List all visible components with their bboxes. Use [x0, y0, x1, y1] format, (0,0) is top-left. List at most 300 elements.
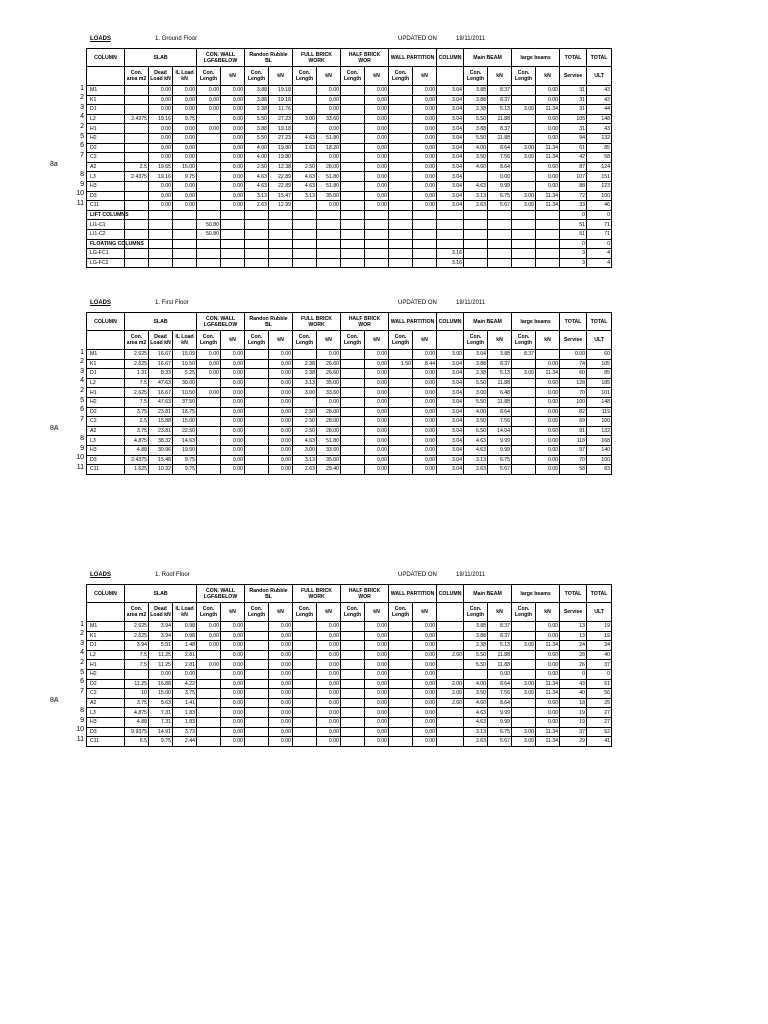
value-cell: 0.00: [221, 133, 245, 143]
value-cell: 3.13: [464, 191, 488, 201]
value-cell: [464, 210, 488, 220]
value-cell: 11.34: [536, 727, 560, 737]
row-number: 8: [80, 434, 84, 442]
value-cell: 0.00: [413, 172, 437, 182]
value-cell: 31: [560, 86, 587, 96]
value-cell: [293, 220, 317, 230]
value-cell: 0.00: [365, 86, 389, 96]
value-cell: [125, 124, 149, 134]
value-cell: 100: [587, 191, 612, 201]
value-cell: 2.63: [245, 201, 269, 211]
value-cell: 151: [587, 172, 612, 182]
value-cell: [389, 650, 413, 660]
value-cell: 5.25: [173, 369, 197, 379]
value-cell: [341, 417, 365, 427]
value-cell: 0.00: [536, 397, 560, 407]
value-cell: 1.41: [173, 698, 197, 708]
value-cell: 2.50: [293, 417, 317, 427]
value-cell: [536, 220, 560, 230]
value-cell: [389, 201, 413, 211]
column-sub-header: Con. Length: [293, 331, 317, 350]
row-number: 5: [80, 396, 84, 404]
column-sub-header: Con. Length: [512, 603, 536, 622]
value-cell: [341, 641, 365, 651]
value-cell: 61: [587, 679, 612, 689]
value-cell: [341, 201, 365, 211]
value-cell: [293, 708, 317, 718]
value-cell: 0.00: [413, 660, 437, 670]
loads-table: [86, 312, 612, 475]
value-cell: [341, 436, 365, 446]
value-cell: [245, 426, 269, 436]
value-cell: 50.80: [197, 220, 221, 230]
value-cell: 3.00: [512, 191, 536, 201]
row-number: 2: [80, 122, 84, 130]
value-cell: 0.00: [365, 359, 389, 369]
value-cell: 11.34: [536, 105, 560, 115]
value-cell: 0.00: [197, 105, 221, 115]
value-cell: 27.23: [269, 133, 293, 143]
value-cell: 0.00: [413, 631, 437, 641]
value-cell: 51: [560, 220, 587, 230]
value-cell: [341, 143, 365, 153]
value-cell: 0.00: [221, 181, 245, 191]
value-cell: [245, 378, 269, 388]
value-cell: [389, 407, 413, 417]
value-cell: 11.88: [488, 397, 512, 407]
value-cell: [437, 727, 464, 737]
column-sub-header: kN: [269, 331, 293, 350]
table-row: [87, 622, 612, 632]
value-cell: [293, 689, 317, 699]
value-cell: 0.00: [317, 679, 341, 689]
value-cell: 6.50: [464, 426, 488, 436]
value-cell: 11.34: [536, 689, 560, 699]
value-cell: 43: [587, 95, 612, 105]
value-cell: 0.00: [221, 86, 245, 96]
value-cell: [341, 445, 365, 455]
column-group-header: FULL BRICK WORK: [293, 313, 341, 331]
value-cell: 0.00: [365, 378, 389, 388]
value-cell: 4.00: [464, 407, 488, 417]
value-cell: 0.00: [269, 350, 293, 360]
value-cell: 3.04: [437, 378, 464, 388]
value-cell: 0.00: [365, 727, 389, 737]
value-cell: [245, 258, 269, 268]
value-cell: 1.63: [293, 143, 317, 153]
value-cell: [512, 397, 536, 407]
value-cell: [197, 679, 221, 689]
loads-label: LOADS: [90, 36, 111, 42]
value-cell: 0.00: [221, 407, 245, 417]
value-cell: 2.63: [464, 737, 488, 747]
value-cell: [389, 133, 413, 143]
value-cell: 5.50: [464, 660, 488, 670]
value-cell: 0.00: [413, 698, 437, 708]
value-cell: 33: [560, 201, 587, 211]
value-cell: [512, 465, 536, 475]
value-cell: 0.00: [536, 114, 560, 124]
column-sub-header: Servise: [560, 603, 587, 622]
value-cell: [197, 455, 221, 465]
value-cell: [245, 717, 269, 727]
value-cell: 0.00: [536, 95, 560, 105]
value-cell: 2.81: [173, 650, 197, 660]
value-cell: 15.00: [173, 162, 197, 172]
column-sub-header: kN: [413, 603, 437, 622]
value-cell: [464, 249, 488, 259]
value-cell: 0.00: [269, 436, 293, 446]
value-cell: 0.00: [317, 698, 341, 708]
value-cell: [341, 698, 365, 708]
value-cell: [293, 258, 317, 268]
value-cell: 2.81: [173, 660, 197, 670]
column-group-header: Randon Rubble BL: [245, 585, 293, 603]
value-cell: 71: [587, 220, 612, 230]
value-cell: 0.00: [365, 455, 389, 465]
value-cell: 4.22: [173, 679, 197, 689]
value-cell: 3.04: [437, 388, 464, 398]
value-cell: 5.50: [464, 114, 488, 124]
value-cell: 11.34: [536, 191, 560, 201]
value-cell: [437, 660, 464, 670]
value-cell: 11.25: [149, 660, 173, 670]
value-cell: 0.00: [269, 708, 293, 718]
value-cell: [245, 737, 269, 747]
value-cell: [221, 258, 245, 268]
value-cell: [245, 359, 269, 369]
value-cell: 0.00: [365, 698, 389, 708]
value-cell: 15.47: [269, 191, 293, 201]
value-cell: 5.67: [488, 201, 512, 211]
value-cell: 27.23: [269, 114, 293, 124]
value-cell: 22.89: [269, 172, 293, 182]
value-cell: [245, 708, 269, 718]
value-cell: 0.00: [536, 445, 560, 455]
row-number: 4: [80, 377, 84, 385]
value-cell: 0.00: [413, 436, 437, 446]
value-cell: 4.00: [464, 162, 488, 172]
value-cell: [389, 258, 413, 268]
value-cell: 11.76: [269, 105, 293, 115]
value-cell: 11.88: [488, 114, 512, 124]
value-cell: 0.00: [221, 650, 245, 660]
section-tag: 8A: [50, 425, 59, 433]
value-cell: 18.20: [317, 143, 341, 153]
loads-table: [86, 584, 612, 747]
column-sub-header: Con. Length: [389, 67, 413, 86]
value-cell: 9.99: [488, 708, 512, 718]
value-cell: [389, 455, 413, 465]
value-cell: 3.00: [512, 153, 536, 163]
value-cell: 2.63: [464, 465, 488, 475]
value-cell: [245, 369, 269, 379]
column-sub-header: Con. Length: [389, 331, 413, 350]
column-sub-header: kN: [413, 331, 437, 350]
column-group-header: TOTAL: [560, 313, 587, 331]
value-cell: [464, 229, 488, 239]
value-cell: [389, 95, 413, 105]
value-cell: 0.00: [365, 143, 389, 153]
value-cell: 35.00: [317, 191, 341, 201]
value-cell: 3.88: [488, 350, 512, 360]
value-cell: 2.4375: [125, 455, 149, 465]
value-cell: 0.00: [269, 426, 293, 436]
value-cell: 0.00: [536, 172, 560, 182]
value-cell: [341, 359, 365, 369]
value-cell: 0.00: [317, 105, 341, 115]
column-sub-header: [87, 67, 125, 86]
value-cell: 0.00: [317, 708, 341, 718]
value-cell: 40: [560, 689, 587, 699]
value-cell: 0.00: [221, 679, 245, 689]
column-name-cell: L2: [87, 378, 125, 388]
value-cell: [341, 369, 365, 379]
column-name-cell: LI1-C1: [87, 220, 125, 230]
value-cell: [512, 445, 536, 455]
value-cell: 0.00: [317, 641, 341, 651]
value-cell: 5.67: [488, 465, 512, 475]
value-cell: [293, 153, 317, 163]
value-cell: 42: [560, 153, 587, 163]
value-cell: 0.00: [317, 350, 341, 360]
value-cell: 0.00: [221, 95, 245, 105]
value-cell: [536, 350, 560, 360]
column-group-header: COLUMN: [87, 313, 125, 331]
value-cell: 0.00: [536, 162, 560, 172]
value-cell: 0.00: [536, 426, 560, 436]
value-cell: [512, 249, 536, 259]
table-row: [87, 397, 612, 407]
value-cell: 0.00: [221, 660, 245, 670]
value-cell: 1.31: [125, 369, 149, 379]
value-cell: 19.80: [269, 153, 293, 163]
value-cell: [245, 455, 269, 465]
column-sub-header: Con. Length: [512, 331, 536, 350]
value-cell: 3.04: [437, 172, 464, 182]
table-row: [87, 153, 612, 163]
value-cell: 0.00: [365, 172, 389, 182]
value-cell: 3.00: [512, 727, 536, 737]
value-cell: 0.00: [317, 650, 341, 660]
value-cell: 11.34: [536, 679, 560, 689]
value-cell: 0.00: [413, 622, 437, 632]
value-cell: 70: [560, 455, 587, 465]
value-cell: 0.00: [197, 350, 221, 360]
value-cell: [437, 220, 464, 230]
column-name-cell: A2: [87, 698, 125, 708]
value-cell: 0.00: [413, 191, 437, 201]
value-cell: 2.00: [437, 698, 464, 708]
value-cell: 3.13: [293, 378, 317, 388]
value-cell: 0.00: [149, 143, 173, 153]
value-cell: [512, 210, 536, 220]
column-sub-header: [437, 331, 464, 350]
value-cell: 0.00: [365, 95, 389, 105]
value-cell: 148: [587, 114, 612, 124]
value-cell: [389, 708, 413, 718]
column-sub-header: Con. Length: [341, 603, 365, 622]
value-cell: 0.00: [269, 660, 293, 670]
column-sub-header: kN: [317, 67, 341, 86]
updated-date: 18/11/2011: [456, 572, 486, 578]
value-cell: 105: [587, 359, 612, 369]
updated-date: 18/11/2011: [456, 300, 486, 306]
value-cell: [293, 650, 317, 660]
value-cell: 0.00: [221, 727, 245, 737]
value-cell: 6.75: [488, 455, 512, 465]
value-cell: [173, 239, 197, 249]
value-cell: [437, 210, 464, 220]
column-sub-header: kN: [488, 603, 512, 622]
value-cell: 2.625: [125, 350, 149, 360]
value-cell: [245, 229, 269, 239]
value-cell: [197, 378, 221, 388]
value-cell: 4: [587, 258, 612, 268]
value-cell: 3.50: [464, 417, 488, 427]
value-cell: [341, 689, 365, 699]
value-cell: 0.00: [413, 717, 437, 727]
value-cell: [197, 717, 221, 727]
value-cell: 0.00: [197, 95, 221, 105]
value-cell: [245, 249, 269, 259]
value-cell: [389, 660, 413, 670]
value-cell: 9.75: [173, 172, 197, 182]
value-cell: [464, 220, 488, 230]
column-sub-header: ULT: [587, 67, 612, 86]
roof-floor-section: [0, 570, 768, 745]
value-cell: 19: [587, 631, 612, 641]
table-row: [87, 417, 612, 427]
value-cell: [341, 86, 365, 96]
table-row: [87, 717, 612, 727]
row-number: 10: [76, 190, 84, 198]
value-cell: 3.88: [464, 86, 488, 96]
row-number: 6: [80, 406, 84, 414]
value-cell: 0.00: [197, 631, 221, 641]
value-cell: 6.48: [488, 388, 512, 398]
value-cell: [197, 181, 221, 191]
value-cell: 4.63: [464, 181, 488, 191]
column-sub-header: Con. Length: [245, 603, 269, 622]
table-row: [87, 641, 612, 651]
value-cell: 0.00: [221, 350, 245, 360]
column-name-cell: M1: [87, 350, 125, 360]
value-cell: [389, 465, 413, 475]
value-cell: 3.50: [464, 153, 488, 163]
value-cell: 0.00: [365, 650, 389, 660]
column-name-cell: L2: [87, 650, 125, 660]
value-cell: 19: [560, 717, 587, 727]
value-cell: 14.63: [173, 436, 197, 446]
row-number: 2: [80, 386, 84, 394]
row-number: 8: [80, 170, 84, 178]
value-cell: 19.80: [269, 143, 293, 153]
value-cell: [512, 229, 536, 239]
value-cell: 0.00: [365, 737, 389, 747]
ground-floor-section: [0, 34, 768, 266]
value-cell: [389, 717, 413, 727]
value-cell: [389, 249, 413, 259]
value-cell: 3.88: [464, 124, 488, 134]
value-cell: [269, 220, 293, 230]
table-row: [87, 172, 612, 182]
table-row: [87, 114, 612, 124]
column-sub-header: Servise: [560, 331, 587, 350]
value-cell: [536, 210, 560, 220]
value-cell: [125, 153, 149, 163]
value-cell: [389, 679, 413, 689]
value-cell: 0.00: [365, 465, 389, 475]
value-cell: 0.00: [536, 660, 560, 670]
value-cell: 51.80: [317, 133, 341, 143]
value-cell: 2.5: [125, 417, 149, 427]
column-group-header: FULL BRICK WORK: [293, 49, 341, 67]
value-cell: 3.04: [437, 436, 464, 446]
value-cell: 12.99: [269, 201, 293, 211]
value-cell: 18.75: [173, 407, 197, 417]
value-cell: 37.50: [173, 397, 197, 407]
column-sub-header: kN: [221, 331, 245, 350]
value-cell: 19.18: [269, 124, 293, 134]
column-sub-header: Con. Length: [197, 331, 221, 350]
value-cell: 0.00: [317, 669, 341, 679]
value-cell: 0.00: [317, 86, 341, 96]
value-cell: 8.37: [512, 350, 536, 360]
value-cell: 3.13: [293, 455, 317, 465]
value-cell: 2.00: [437, 679, 464, 689]
value-cell: 1.48: [173, 641, 197, 651]
value-cell: [413, 229, 437, 239]
value-cell: 29.40: [317, 465, 341, 475]
section-header: [0, 570, 768, 584]
value-cell: 8.37: [488, 622, 512, 632]
row-number: 9: [80, 180, 84, 188]
value-cell: 0.00: [149, 105, 173, 115]
row-number: 1: [80, 84, 84, 92]
row-number: 2: [80, 658, 84, 666]
table-row: [87, 143, 612, 153]
value-cell: 0.00: [365, 407, 389, 417]
table-row: [87, 631, 612, 641]
value-cell: 61: [560, 143, 587, 153]
column-name-cell: LIFT COLUMNS: [87, 210, 125, 220]
value-cell: 0.00: [413, 162, 437, 172]
value-cell: 0: [560, 669, 587, 679]
loads-label: LOADS: [90, 572, 111, 578]
value-cell: 0.00: [317, 737, 341, 747]
value-cell: 88: [560, 181, 587, 191]
value-cell: 0.00: [221, 153, 245, 163]
value-cell: 3.50: [464, 689, 488, 699]
row-number: 7: [80, 151, 84, 159]
value-cell: 30.00: [173, 378, 197, 388]
column-sub-header: IL Load kN: [173, 331, 197, 350]
value-cell: 0.00: [173, 95, 197, 105]
value-cell: 4.00: [464, 698, 488, 708]
value-cell: [293, 95, 317, 105]
value-cell: 19.18: [269, 86, 293, 96]
header-row-top: [87, 49, 612, 67]
value-cell: 0.00: [269, 727, 293, 737]
value-cell: 0.00: [197, 359, 221, 369]
row-number: 1: [80, 348, 84, 356]
column-sub-header: Con. Length: [245, 67, 269, 86]
value-cell: 0.00: [488, 172, 512, 182]
value-cell: [197, 465, 221, 475]
value-cell: 0.00: [173, 124, 197, 134]
value-cell: 3.04: [464, 350, 488, 360]
